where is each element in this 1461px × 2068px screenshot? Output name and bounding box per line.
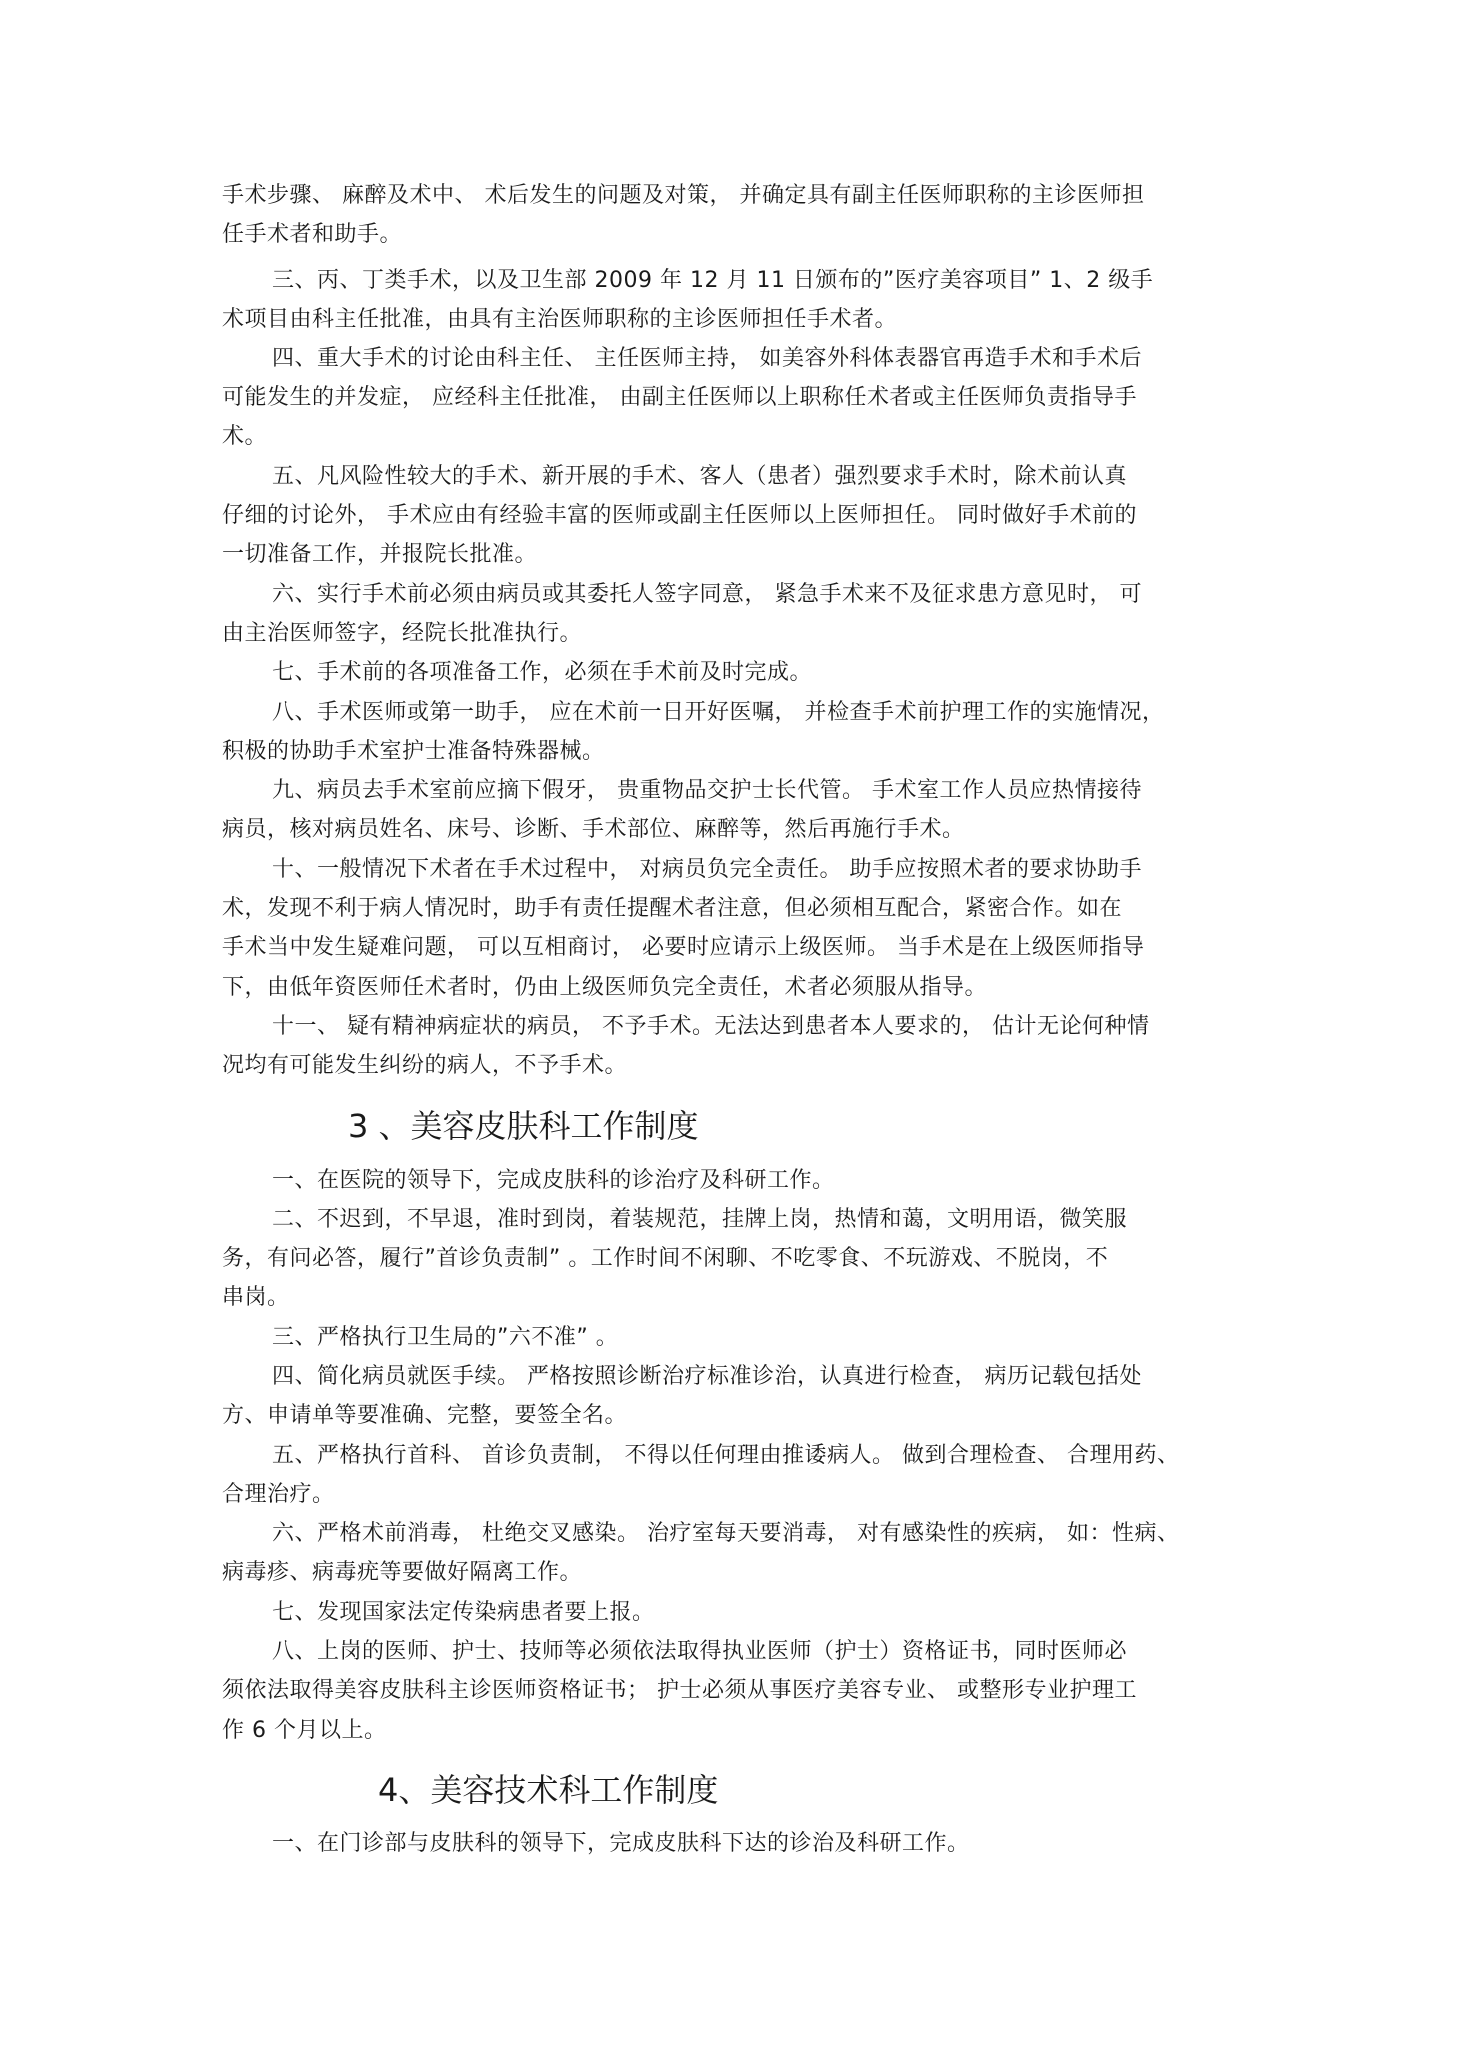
text-line: 六、实行手术前必须由病员或其委托人签字同意， 紧急手术来不及征求患方意见时， 可 <box>272 582 1142 607</box>
text-line: 八、上岗的医师、护士、技师等必须依法取得执业医师（护士）资格证书，同时医师必 <box>272 1639 1128 1664</box>
text-line: 二、不迟到，不早退，准时到岗，着装规范，挂牌上岗，热情和蔼，文明用语，微笑服 <box>272 1207 1128 1232</box>
text-line: 积极的协助手术室护士准备特殊器械。 <box>222 739 605 764</box>
text-line: 须依法取得美容皮肤科主诊医师资格证书； 护士必须从事医疗美容专业、 或整形专业护理工 <box>222 1678 1137 1703</box>
text-line: 况均有可能发生纠纷的病人，不予手术。 <box>222 1053 628 1078</box>
text-line: 病毒疹、病毒疣等要做好隔离工作。 <box>222 1560 583 1585</box>
text-line: 一、在医院的领导下，完成皮肤科的诊治疗及科研工作。 <box>272 1168 835 1193</box>
text-line: 术。 <box>222 424 268 449</box>
text-line: 一切准备工作，并报院长批准。 <box>222 542 538 567</box>
section-3-heading: 3 、美容皮肤科工作制度 <box>348 1107 699 1145</box>
text-line: 可能发生的并发症， 应经科主任批准， 由副主任医师以上职称任术者或主任医师负责指导手 <box>222 385 1137 410</box>
text-line: 九、病员去手术室前应摘下假牙， 贵重物品交护士长代管。 手术室工作人员应热情接待 <box>272 778 1142 803</box>
text-line: 五、凡风险性较大的手术、新开展的手术、客人（患者）强烈要求手术时，除术前认真 <box>272 464 1128 489</box>
text-line: 术项目由科主任批准，由具有主治医师职称的主诊医师担任手术者。 <box>222 307 898 332</box>
text-line: 一、在门诊部与皮肤科的领导下，完成皮肤科下达的诊治及科研工作。 <box>272 1831 970 1856</box>
text-line: 作 6 个月以上。 <box>222 1718 387 1743</box>
text-line: 三、丙、丁类手术，以及卫生部 2009 年 12 月 11 日颁布的”医疗美容项目” 1、2 级手 <box>272 268 1154 293</box>
text-line: 病员，核对病员姓名、床号、诊断、手术部位、麻醉等，然后再施行手术。 <box>222 817 965 842</box>
text-line: 手术当中发生疑难问题， 可以互相商讨， 必要时应请示上级医师。 当手术是在上级医师指导 <box>222 935 1145 960</box>
text-line: 仔细的讨论外， 手术应由有经验丰富的医师或副主任医师以上医师担任。 同时做好手术前的 <box>222 503 1137 528</box>
text-line: 八、手术医师或第一助手， 应在术前一日开好医嘱， 并检查手术前护理工作的实施情况， <box>272 700 1165 725</box>
text-line: 三、严格执行卫生局的”六不准” 。 <box>272 1325 619 1350</box>
text-line: 七、发现国家法定传染病患者要上报。 <box>272 1600 655 1625</box>
text-line: 四、简化病员就医手续。 严格按照诊断治疗标准诊治，认真进行检查， 病历记载包括处 <box>272 1364 1142 1389</box>
text-line: 务，有问必答，履行”首诊负责制” 。工作时间不闲聊、不吃零食、不玩游戏、不脱岗，不 <box>222 1246 1109 1271</box>
text-line: 合理治疗。 <box>222 1482 335 1507</box>
text-line: 十、一般情况下术者在手术过程中， 对病员负完全责任。 助手应按照术者的要求协助手 <box>272 857 1142 882</box>
text-line: 串岗。 <box>222 1285 290 1310</box>
text-line: 手术步骤、 麻醉及术中、 术后发生的问题及对策， 并确定具有副主任医师职称的主诊医师担 <box>222 183 1145 208</box>
text-line: 下，由低年资医师任术者时，仍由上级医师负完全责任，术者必须服从指导。 <box>222 975 988 1000</box>
text-line: 七、手术前的各项准备工作，必须在手术前及时完成。 <box>272 660 813 685</box>
text-line: 方、申请单等要准确、完整，要签全名。 <box>222 1403 628 1428</box>
text-line: 任手术者和助手。 <box>222 222 403 247</box>
text-line: 由主治医师签字，经院长批准执行。 <box>222 621 583 646</box>
text-line: 五、严格执行首科、 首诊负责制， 不得以任何理由推诿病人。 做到合理检查、 合理用药、 <box>272 1443 1180 1468</box>
text-line: 六、严格术前消毒， 杜绝交叉感染。 治疗室每天要消毒， 对有感染性的疾病， 如：性病、 <box>272 1521 1180 1546</box>
text-line: 术，发现不利于病人情况时，助手有责任提醒术者注意，但必须相互配合，紧密合作。如在 <box>222 896 1123 921</box>
section-4-heading: 4、美容技术科工作制度 <box>378 1771 719 1809</box>
text-line: 四、重大手术的讨论由科主任、 主任医师主持， 如美容外科体表器官再造手术和手术后 <box>272 346 1142 371</box>
text-line: 十一、 疑有精神病症状的病员， 不予手术。无法达到患者本人要求的， 估计无论何种情 <box>272 1014 1150 1039</box>
